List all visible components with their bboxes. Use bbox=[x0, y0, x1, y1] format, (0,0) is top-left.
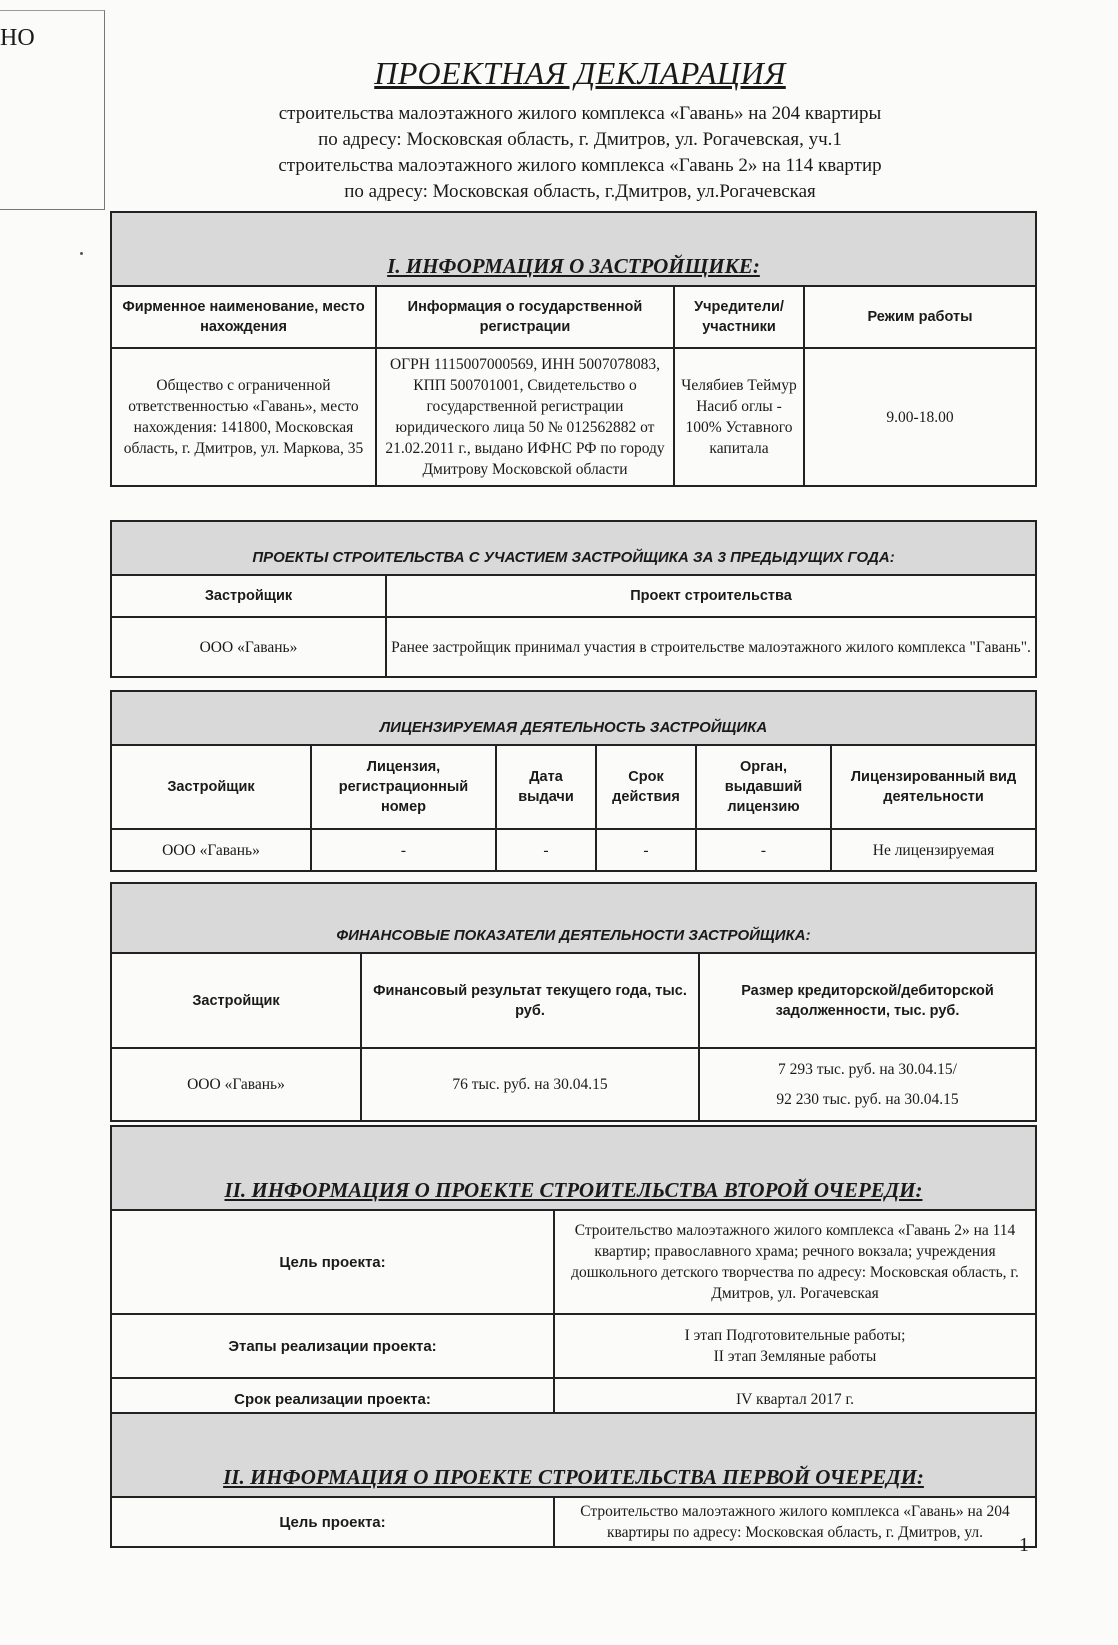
cell-licensed-activity: Не лицензируемая bbox=[831, 829, 1036, 871]
cell-license-number: - bbox=[311, 829, 496, 871]
cell-company-name: Общество с ограниченной ответственностью «Гавань», место нахождения: 141800, Московская область, г. Дмитров, ул. Маркова, 35 bbox=[111, 348, 376, 486]
project2-goal-value: Строительство малоэтажного жилого комплекса «Гавань 2» на 114 квартир; православного храма; речного вокзала; учреждения дошкольного детского творчества по адресу: Московская область, г. Дмитров, ул. Рогачевская bbox=[554, 1210, 1036, 1314]
project1-goal-value: Строительство малоэтажного жилого комплекса «Гавань» на 204 квартиры по адресу: Московская область, г. Дмитров, ул. bbox=[554, 1497, 1036, 1547]
cell-debt bbox=[699, 1048, 1036, 1121]
header-developer: Застройщик bbox=[111, 575, 386, 617]
project2-stages-value bbox=[554, 1314, 1036, 1378]
stamp-box bbox=[0, 10, 105, 210]
cell-registration: ОГРН 1115007000569, ИНН 5007078083, КПП 500701001, Свидетельство о государственной регистрации юридического лица 50 № 012562882 от 21.02.2011 г., выдано ИФНС РФ по городу Дмитрову Московской области bbox=[376, 348, 674, 486]
header-issue-date: Дата выдачи bbox=[496, 745, 596, 829]
developer-section-title: I. ИНФОРМАЦИЯ О ЗАСТРОЙЩИКЕ: bbox=[111, 212, 1036, 286]
header-founders: Учредители/ участники bbox=[674, 286, 804, 348]
header-licensed-activity: Лицензированный вид деятельности bbox=[831, 745, 1036, 829]
cell-validity: - bbox=[596, 829, 696, 871]
cell-developer: ООО «Гавань» bbox=[111, 617, 386, 677]
cell-issuer: - bbox=[696, 829, 831, 871]
header-project: Проект строительства bbox=[386, 575, 1036, 617]
header-company-name: Фирменное наименование, место нахождения bbox=[111, 286, 376, 348]
project2-table bbox=[110, 1125, 1037, 1421]
cell-issue-date: - bbox=[496, 829, 596, 871]
document-title: ПРОЕКТНАЯ ДЕКЛАРАЦИЯ bbox=[374, 55, 786, 91]
subtitle-line-1: строительства малоэтажного жилого комплекса «Гавань» на 204 квартиры bbox=[278, 103, 882, 124]
project2-section-title: II. ИНФОРМАЦИЯ О ПРОЕКТЕ СТРОИТЕЛЬСТВА ВТОРОЙ ОЧЕРЕДИ: bbox=[111, 1126, 1036, 1210]
header-registration: Информация о государственной регистрации bbox=[376, 286, 674, 348]
debt-creditor: 7 293 тыс. руб. на 30.04.15/ bbox=[778, 1060, 957, 1078]
cell-work-hours: 9.00-18.00 bbox=[804, 348, 1036, 486]
header-debt: Размер кредиторской/дебиторской задолженности, тыс. руб. bbox=[699, 953, 1036, 1048]
project1-goal-label: Цель проекта: bbox=[111, 1497, 554, 1547]
project1-section-title: II. ИНФОРМАЦИЯ О ПРОЕКТЕ СТРОИТЕЛЬСТВА ПЕРВОЙ ОЧЕРЕДИ: bbox=[111, 1413, 1036, 1497]
project2-stage-1: I этап Подготовительные работы; bbox=[684, 1327, 906, 1344]
cell-finance-developer: ООО «Гавань» bbox=[111, 1048, 361, 1121]
cell-financial-result: 76 тыс. руб. на 30.04.15 bbox=[361, 1048, 699, 1121]
scan-speck bbox=[80, 252, 83, 255]
subtitle-line-4: по адресу: Московская область, г.Дмитров, ул.Рогачевская bbox=[344, 181, 816, 202]
developer-table bbox=[110, 211, 1037, 487]
project2-goal-label: Цель проекта: bbox=[111, 1210, 554, 1314]
project2-stages-label: Этапы реализации проекта: bbox=[111, 1314, 554, 1378]
debt-debtor: 92 230 тыс. руб. на 30.04.15 bbox=[776, 1090, 959, 1108]
project2-term-value: IV квартал 2017 г. bbox=[554, 1378, 1036, 1420]
page-number: 1 bbox=[1019, 1534, 1029, 1556]
project2-stage-2: II этап Земляные работы bbox=[713, 1348, 877, 1365]
finance-table bbox=[110, 882, 1037, 1122]
license-section-title: ЛИЦЕНЗИРУЕМАЯ ДЕЯТЕЛЬНОСТЬ ЗАСТРОЙЩИКА bbox=[111, 691, 1036, 745]
header-license-number: Лицензия, регистрационный номер bbox=[311, 745, 496, 829]
cell-license-developer: ООО «Гавань» bbox=[111, 829, 311, 871]
header-license-developer: Застройщик bbox=[111, 745, 311, 829]
finance-section-title: ФИНАНСОВЫЕ ПОКАЗАТЕЛИ ДЕЯТЕЛЬНОСТИ ЗАСТРОЙЩИКА: bbox=[111, 883, 1036, 953]
header-finance-developer: Застройщик bbox=[111, 953, 361, 1048]
project1-table bbox=[110, 1412, 1037, 1548]
projects-table bbox=[110, 520, 1037, 678]
stamp-text: НО bbox=[0, 25, 35, 51]
header-validity: Срок действия bbox=[596, 745, 696, 829]
cell-project: Ранее застройщик принимал участия в строительстве малоэтажного жилого комплекса "Гавань". bbox=[386, 617, 1036, 677]
projects-section-title: ПРОЕКТЫ СТРОИТЕЛЬСТВА С УЧАСТИЕМ ЗАСТРОЙЩИКА ЗА 3 ПРЕДЫДУЩИХ ГОДА: bbox=[111, 521, 1036, 575]
project2-term-label: Срок реализации проекта: bbox=[111, 1378, 554, 1420]
cell-founders: Челябиев Теймур Насиб оглы - 100% Уставного капитала bbox=[674, 348, 804, 486]
license-table bbox=[110, 690, 1037, 872]
document-header bbox=[120, 55, 1040, 205]
header-work-hours: Режим работы bbox=[804, 286, 1036, 348]
subtitle-line-3: строительства малоэтажного жилого комплекса «Гавань 2» на 114 квартир bbox=[278, 155, 882, 176]
subtitle-line-2: по адресу: Московская область, г. Дмитров, ул. Рогачевская, уч.1 bbox=[318, 129, 842, 150]
header-financial-result: Финансовый результат текущего года, тыс. руб. bbox=[361, 953, 699, 1048]
header-issuer: Орган, выдавший лицензию bbox=[696, 745, 831, 829]
